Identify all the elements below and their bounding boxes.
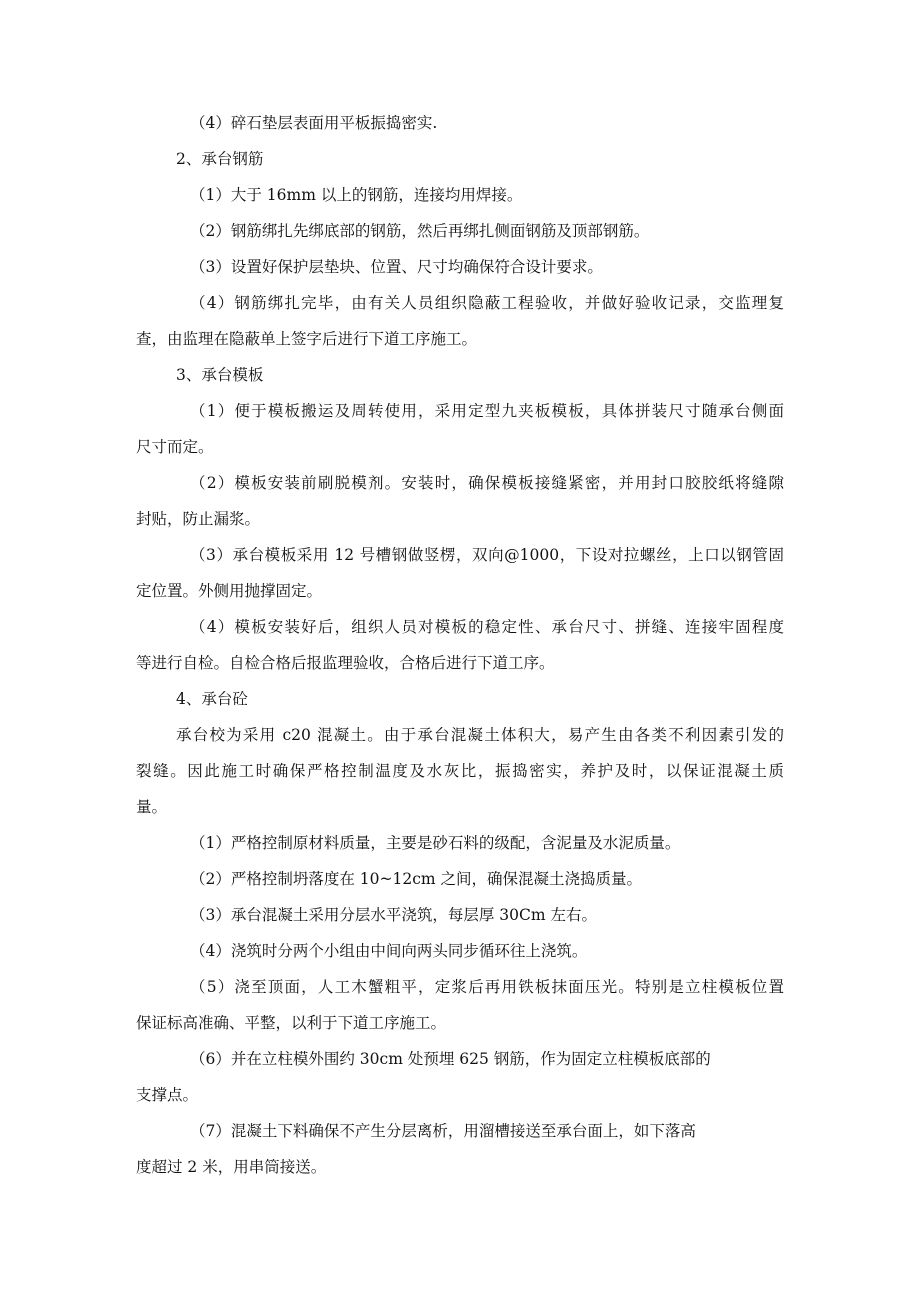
s3-item-3-line-2: 定位置。外侧用抛撑固定。 — [136, 582, 323, 600]
s2-item-1: （1）大于 16mm 以上的钢筋，连接均用焊接。 — [190, 186, 523, 204]
s4-intro-line-2: 裂缝。因此施工时确保严格控制温度及水灰比，振捣密实，养护及时，以保证混凝土质 — [136, 762, 784, 780]
s4-item-5-line-1: （5）浇至顶面，人工木蟹粗平，定浆后再用铁板抹面压光。特别是立柱模板位置 — [190, 978, 784, 996]
s4-item-4: （4）浇筑时分两个小组由中间向两头同步循环往上浇筑。 — [190, 942, 588, 960]
s3-item-1-line-1: （1）便于模板搬运及周转使用，采用定型九夹板模板，具体拼装尺寸随承台侧面 — [190, 402, 784, 420]
s4-intro-line-3: 量。 — [136, 798, 168, 816]
section-4-heading: 4、承台砼 — [176, 690, 248, 708]
s3-item-4-line-1: （4）模板安装好后，组织人员对模板的稳定性、承台尺寸、拼缝、连接牢固程度 — [190, 618, 784, 636]
s2-item-4-line-2: 查，由监理在隐蔽单上签字后进行下道工序施工。 — [136, 330, 478, 348]
document-body — [136, 105, 784, 1185]
section-2-heading: 2、承台钢筋 — [176, 150, 264, 168]
s4-item-7-line-1: （7）混凝土下料确保不产生分层离析，用溜槽接送至承台面上，如下落高 — [190, 1122, 696, 1140]
s2-item-3: （3）设置好保护层垫块、位置、尺寸均确保符合设计要求。 — [190, 258, 603, 276]
s4-item-2: （2）严格控制坍落度在 10~12cm 之间，确保混凝土浇捣质量。 — [190, 870, 643, 888]
s2-item-2: （2）钢筋绑扎先绑底部的钢筋，然后再绑扎侧面钢筋及顶部钢筋。 — [190, 222, 650, 240]
s3-item-2-line-1: （2）模板安装前刷脱模剂。安装时，确保模板接缝紧密，并用封口胶胶纸将缝隙 — [190, 474, 784, 492]
s2-item-4-line-1: （4）钢筋绑扎完毕，由有关人员组织隐蔽工程验收，并做好验收记录，交监理复 — [190, 294, 784, 312]
s4-item-5-line-2: 保证标高准确、平整，以利于下道工序施工。 — [136, 1014, 447, 1032]
s3-item-4-line-2: 等进行自检。自检合格后报监理验收，合格后进行下道工序。 — [136, 654, 555, 672]
s4-item-3: （3）承台混凝土采用分层水平浇筑，每层厚 30Cm 左右。 — [190, 906, 597, 924]
section-3-heading: 3、承台模板 — [176, 366, 264, 384]
s4-intro-line-1: 承台校为采用 c20 混凝土。由于承台混凝土体积大，易产生由各类不利因素引发的 — [176, 726, 784, 744]
s4-item-1: （1）严格控制原材料质量，主要是砂石料的级配，含泥量及水泥质量。 — [190, 834, 681, 852]
s4-item-6-line-1: （6）并在立柱模外围约 30cm 处预埋 625 钢筋，作为固定立柱模板底部的 — [190, 1050, 711, 1068]
s3-item-3-line-1: （3）承台模板采用 12 号槽钢做竖楞，双向@1000，下设对拉螺丝，上口以钢管固 — [190, 546, 784, 564]
s4-item-7-line-2: 度超过 2 米，用串筒接送。 — [136, 1158, 327, 1176]
s1-item-4: （4）碎石垫层表面用平板振捣密实. — [190, 114, 438, 132]
s3-item-1-line-2: 尺寸而定。 — [136, 438, 214, 456]
s4-item-6-line-2: 支撑点。 — [136, 1086, 199, 1104]
s3-item-2-line-2: 封贴，防止漏浆。 — [136, 510, 261, 528]
